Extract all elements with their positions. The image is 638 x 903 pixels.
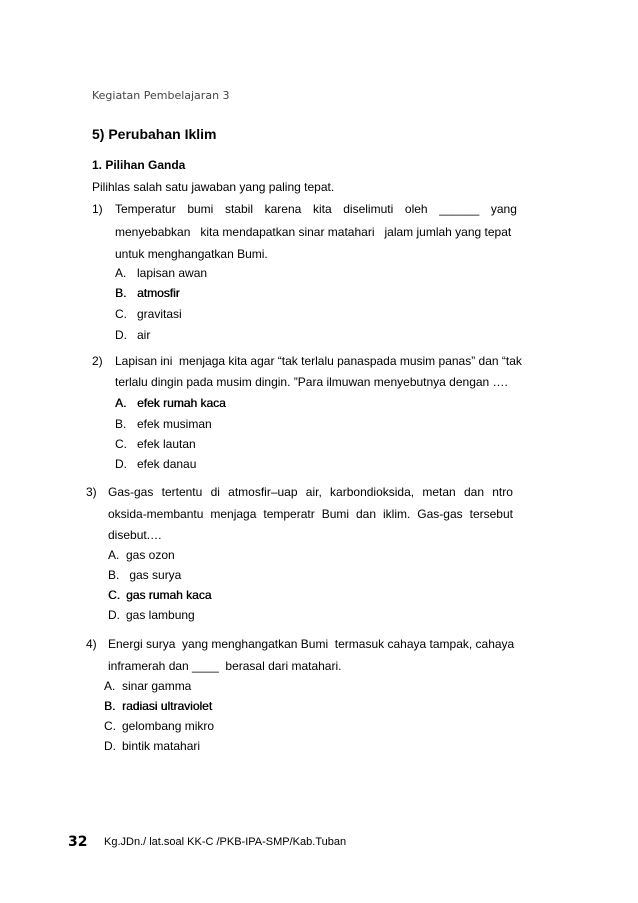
question-text-line: Temperatur bumi stabil karena kita diselimuti oleh ______ yang [115,202,517,216]
option-b: B. efek musiman [115,417,212,431]
option-a: A. gas ozon [108,548,175,562]
option-c: C. gravitasi [115,307,182,321]
option-a: A. lapisan awan [115,266,208,280]
page-number: 32 [68,834,88,850]
option-a: A. sinar gamma [104,679,192,693]
question-text-line: menyebabkan kita mendapatkan sinar matahari jalam jumlah yang tepat [115,225,512,239]
question-text-line: untuk menghangatkan Bumi. [115,247,268,261]
option-b: B. atmosfir [115,286,180,300]
question-text-line: Gas-gas tertentu di atmosfir–uap air, karbondioksida, metan dan ntro [108,485,513,499]
question-number: 4) [86,637,97,651]
instruction-text: Pilihlas salah satu jawaban yang paling tepat. [92,180,335,194]
question-number: 2) [92,354,103,368]
option-b: B. radiasi ultraviolet [104,699,213,713]
question-text-line: Energi surya yang menghangatkan Bumi termasuk cahaya tampak, cahaya [108,637,515,651]
footer-text: Kg.JDn./ lat.soal KK-C /PKB-IPA-SMP/Kab.Tuban [104,836,347,848]
question-text-line: inframerah dan ____ berasal dari matahari. [108,659,342,673]
option-d: D. bintik matahari [104,739,201,753]
option-c: C. gelombang mikro [104,719,215,733]
option-a: A. efek rumah kaca [115,396,226,410]
question-number: 1) [92,202,103,216]
question-text-line: oksida-membantu menjaga temperatr Bumi dan iklim. Gas-gas tersebut [108,507,513,521]
answer-blank: ____ [192,659,219,673]
option-c: C. gas rumah kaca [108,588,212,602]
question-text-line: terlalu dingin pada musim dingin. ”Para ilmuwan menyebutnya dengan …. [115,375,508,389]
option-d: D. gas lambung [108,608,195,622]
option-c: C. efek lautan [115,437,196,451]
page-header: Kegiatan Pembelajaran 3 [92,89,230,102]
question-text-line: Lapisan ini menjaga kita agar “tak terlalu panaspada musim panas” dan “tak [115,354,522,368]
option-d: D. efek danau [115,457,197,471]
subsection-heading: 1. Pilihan Ganda [92,158,186,172]
question-number: 3) [86,485,97,499]
option-b: B. gas surya [108,568,182,582]
answer-blank: ______ [439,202,480,216]
option-d: D. air [115,328,151,342]
question-text-line: disebut.… [108,528,163,542]
section-title: 5) Perubahan Iklim [92,126,217,142]
